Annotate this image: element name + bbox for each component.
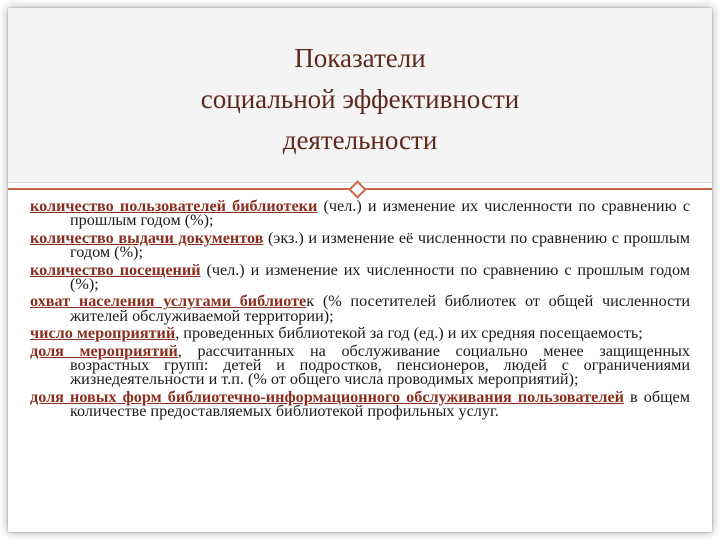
list-item (30, 341, 690, 389)
item-term: доля мероприятий (30, 341, 178, 360)
list-item (30, 387, 690, 421)
list-item (30, 294, 690, 323)
item-term: доля новых форм библиотечно-информационного обслуживания пользователей (30, 387, 624, 406)
title-panel (8, 8, 712, 183)
item-term: количество пользователей библиотеки (30, 197, 318, 215)
indicator-list (30, 199, 690, 422)
list-item (30, 324, 690, 343)
list-item (30, 260, 690, 294)
list-item (30, 199, 690, 228)
item-text: (экз.) и изменение её численности по сравнению с прошлым годом (%); (70, 228, 691, 262)
list-item (30, 228, 691, 262)
item-term: охват населения услугами библиоте (30, 292, 307, 311)
item-term: количество посещений (30, 260, 201, 279)
item-text: в общем количестве предоставляемых библиотекой профильных услуг. (70, 387, 690, 421)
item-text: , рассчитанных на обслуживание социально менее защищенных возрастных групп: детей и подростков, пенсионеров, людей с ограничениями жизнедеятельности и т.п. (% от общего числа проводимых мероприятий); (70, 341, 690, 389)
slide-title: Показатели социальной эффективности деятельности (200, 43, 520, 155)
title-divider (8, 183, 712, 195)
item-term: количество выдачи документов (30, 228, 264, 247)
item-text: к (% посетителей библиотек от общей численности жителей обслуживаемой территории); (70, 292, 690, 325)
item-text: , проведенных библиотекой за год (ед.) и их средняя посещаемость; (175, 324, 643, 343)
item-term: число мероприятий (30, 324, 176, 343)
item-text: (чел.) и изменение их численности по сравнению с прошлым годом (%); (70, 197, 691, 230)
item-text: (чел.) и изменение их численности по сравнению с прошлым годом (%); (70, 260, 690, 294)
